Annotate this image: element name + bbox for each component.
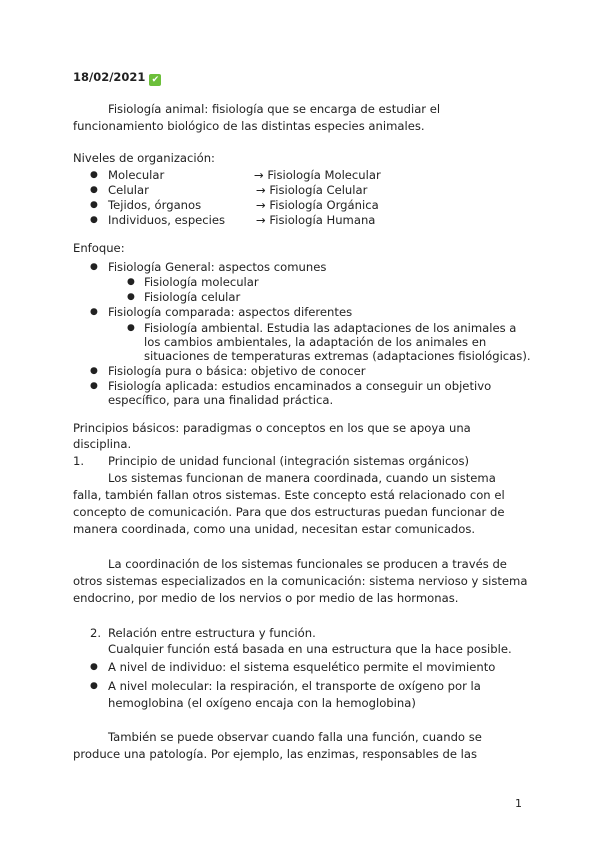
enfoque-item-aplicada-1: Fisiología aplicada: estudios encaminados a conseguir un objetivo: [108, 379, 492, 393]
principio-1-para-3: concepto de comunicación. Para que dos estructuras puedan funcionar de: [73, 505, 505, 519]
enfoque-sub-ambiental-1: Fisiología ambiental. Estudia las adaptaciones de los animales a: [144, 321, 517, 335]
bullet-icon: ●: [90, 307, 98, 317]
check-icon: ✔: [149, 74, 161, 86]
principio-2-number: 2.: [90, 626, 102, 640]
principio-2-title: Relación entre estructura y función.: [108, 626, 316, 640]
enfoque-item-pura: Fisiología pura o básica: objetivo de conocer: [108, 364, 366, 378]
date-line: [73, 70, 161, 86]
levels-title: Niveles de organización:: [73, 151, 215, 165]
bullet-icon: ●: [90, 185, 98, 195]
enfoque-item-comparada: Fisiología comparada: aspectos diferentes: [108, 305, 353, 319]
coordinacion-line-2: otros sistemas especializados en la comunicación: sistema nervioso y sistema: [73, 574, 528, 588]
coordinacion-line-1: La coordinación de los sistemas funcionales se producen a través de: [108, 557, 507, 571]
level-name-2: Celular: [108, 183, 149, 197]
enfoque-title: Enfoque:: [73, 241, 125, 255]
principio-1-title: Principio de unidad funcional (integración sistemas orgánicos): [108, 454, 470, 468]
level-target-4: → Fisiología Humana: [256, 213, 376, 227]
final-line-2: produce una patología. Por ejemplo, las enzimas, responsables de las: [73, 747, 478, 761]
enfoque-item-aplicada-2: específico, para una finalidad práctica.: [108, 393, 334, 407]
principios-title-1: Principios básicos: paradigmas o conceptos en los que se apoya una: [73, 421, 471, 435]
intro-line-2: funcionamiento biológico de las distintas especies animales.: [73, 119, 425, 133]
page-number: 1: [515, 797, 522, 810]
date-text: 18/02/2021: [73, 70, 146, 84]
principios-title-2: disciplina.: [73, 437, 132, 451]
enfoque-sub-ambiental-3: situaciones de temperaturas extremas (adaptaciones fisiológicas).: [144, 349, 531, 363]
bullet-icon: ●: [90, 381, 98, 391]
enfoque-sub-ambiental-2: los cambios ambientales, la adaptación de los animales en: [144, 335, 487, 349]
intro-line-1: Fisiología animal: fisiología que se encarga de estudiar el: [108, 102, 441, 116]
principio-1-number: 1.: [73, 454, 85, 468]
bullet-icon: ●: [90, 170, 98, 180]
bullet-icon: ●: [90, 681, 98, 691]
level-name-3: Tejidos, órganos: [108, 198, 202, 212]
bullet-icon: ●: [90, 366, 98, 376]
bullet-icon: ●: [127, 323, 135, 333]
level-target-2: → Fisiología Celular: [256, 183, 368, 197]
final-line-1: También se puede observar cuando falla una función, cuando se: [108, 730, 482, 744]
level-name-4: Individuos, especies: [108, 213, 226, 227]
principio-2-bullet-2-cont: hemoglobina (el oxígeno encaja con la hemoglobina): [108, 696, 416, 710]
level-name-1: Molecular: [108, 168, 165, 182]
bullet-icon: ●: [90, 215, 98, 225]
principio-2-bullet-2: A nivel molecular: la respiración, el transporte de oxígeno por la: [108, 679, 481, 693]
level-target-1: → Fisiología Molecular: [254, 168, 381, 182]
bullet-icon: ●: [127, 292, 135, 302]
bullet-icon: ●: [90, 662, 98, 672]
principio-1-para-4: manera coordinada, como una unidad, necesitan estar comunicados.: [73, 522, 476, 536]
bullet-icon: ●: [90, 262, 98, 272]
enfoque-sub-celular: Fisiología celular: [144, 290, 241, 304]
level-target-3: → Fisiología Orgánica: [256, 198, 379, 212]
bullet-icon: ●: [90, 200, 98, 210]
principio-1-para-1: Los sistemas funcionan de manera coordinada, cuando un sistema: [108, 471, 496, 485]
enfoque-item-general: Fisiología General: aspectos comunes: [108, 260, 327, 274]
principio-1-para-2: falla, también fallan otros sistemas. Este concepto está relacionado con el: [73, 488, 505, 502]
enfoque-sub-molecular: Fisiología molecular: [144, 275, 259, 289]
principio-2-sub: Cualquier función está basada en una estructura que la hace posible.: [108, 642, 512, 656]
bullet-icon: ●: [127, 277, 135, 287]
coordinacion-line-3: endocrino, por medio de los nervios o por medio de las hormonas.: [73, 591, 459, 605]
principio-2-bullet-1: A nivel de individuo: el sistema esquelético permite el movimiento: [108, 660, 496, 674]
